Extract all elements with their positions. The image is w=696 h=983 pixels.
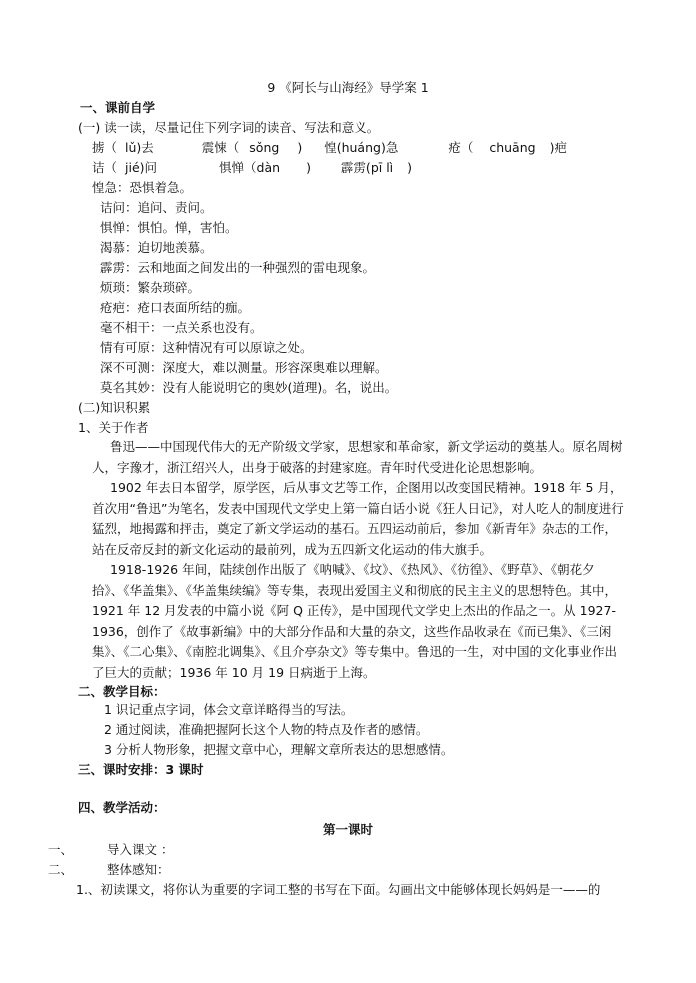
subsection-read: (一) 读一读，尽量记住下列字词的读音、写法和意义。 bbox=[78, 120, 380, 135]
vocab-word: 惧惮（ bbox=[219, 160, 257, 175]
vocab-word: 掳（ bbox=[92, 140, 118, 155]
vocab-pinyin: dàn bbox=[256, 160, 281, 175]
definition-item: 烦琐：繁杂琐碎。 bbox=[100, 280, 201, 295]
about-author-heading: 1、关于作者 bbox=[78, 420, 149, 435]
pinyin-row-2 bbox=[92, 160, 412, 176]
definition-item: 惶急：恐惧着急。 bbox=[92, 180, 193, 195]
lesson-title: 第一课时 bbox=[322, 822, 373, 837]
goal-item: 3 分析人物形象，把握文章中心，理解文章所表达的思想感情。 bbox=[104, 742, 454, 757]
vocab-pinyin: pī lì bbox=[370, 160, 394, 175]
vocab-pinyin: jié bbox=[125, 160, 140, 175]
vocab-tail: )疤 bbox=[549, 140, 567, 155]
section-heading-goals: 二、教学目标： bbox=[78, 684, 166, 699]
vocab-word: 疮（ bbox=[448, 140, 474, 155]
definition-item: 霹雳：云和地面之间发出的一种强烈的雷电现象。 bbox=[100, 260, 376, 275]
step-text: 整体感知： bbox=[107, 862, 170, 877]
vocab-pinyin: sǒng bbox=[249, 140, 280, 155]
vocab-tail: ) bbox=[407, 160, 413, 175]
step-number: 一、 bbox=[48, 842, 74, 857]
section-heading-activities: 四、教学活动： bbox=[78, 800, 166, 815]
step-text: 导入课文 ： bbox=[107, 842, 174, 857]
task-item: 1.、初读课文，将你认为重要的字词工整的书写在下面。勾画出文中能够体现长妈妈是一——的 bbox=[76, 882, 601, 897]
definition-item: 疮疤：疮口表面所结的痂。 bbox=[100, 300, 251, 315]
section-heading-schedule: 三、课时安排：3 课时 bbox=[78, 762, 204, 777]
vocab-word: 震悚（ bbox=[201, 140, 240, 155]
pinyin-row-1 bbox=[92, 140, 567, 156]
goal-item: 2 通过阅读，准确把握阿长这个人物的特点及作者的感情。 bbox=[104, 722, 429, 737]
bio-paragraph-2: 1902 年去日本留学，原学医，后从事文艺等工作，企图用以改变国民精神。1918 年 5 月，首次用“鲁迅”为笔名，发表中国现代文学史上第一篇白话小说《狂人日记》，对人吃人的制度进行猛烈，地揭露和抨击，奠定了新文学运动的基石。五四运动前后，参加《新青年》杂志的工作，站在反帝反封的新文化运动的最前列，成为五四新文化运动的伟大旗手。 bbox=[92, 480, 624, 557]
vocab-pinyin: lǔ bbox=[125, 140, 137, 155]
definition-item: 渴慕：迫切地羡慕。 bbox=[100, 240, 213, 255]
step-number: 二、 bbox=[48, 862, 74, 877]
definition-item: 惧惮：惧怕。惮，害怕。 bbox=[100, 220, 238, 235]
page-title: 9 《阿长与山海经》导学案 1 bbox=[267, 80, 429, 95]
section-heading-pre-study: 一、课前自学 bbox=[80, 100, 156, 115]
bio-paragraph-1: 鲁迅——中国现代伟大的无产阶级文学家，思想家和革命家，新文学运动的奠基人。原名周树人，字豫才，浙江绍兴人，出身于破落的封建家庭。青年时代受进化论思想影响。 bbox=[92, 439, 623, 475]
goal-item: 1 识记重点字词，体会文章详略得当的写法。 bbox=[104, 702, 354, 717]
vocab-word: 诘（ bbox=[92, 160, 118, 175]
vocab-word: 惶( bbox=[324, 140, 342, 155]
definition-item: 莫名其妙：没有人能说明它的奥妙(道理)。名，说出。 bbox=[100, 380, 398, 395]
definition-item: 诘问：追问、责问。 bbox=[100, 200, 213, 215]
vocab-word: 霹雳( bbox=[340, 160, 371, 175]
vocab-tail: ) bbox=[297, 140, 303, 155]
author-bio bbox=[92, 437, 624, 683]
vocab-tail: )问 bbox=[139, 160, 158, 175]
vocab-tail: )去 bbox=[136, 140, 154, 155]
vocab-pinyin: huáng bbox=[341, 140, 381, 155]
definition-item: 毫不相干：一点关系也没有。 bbox=[100, 320, 263, 335]
definition-item: 情有可原：这种情况有可以原谅之处。 bbox=[100, 340, 313, 355]
definition-item: 深不可测：深度大，难以测量。形容深奥难以理解。 bbox=[100, 360, 388, 375]
vocab-tail: )急 bbox=[380, 140, 399, 155]
bio-paragraph-3: 1918-1926 年间，陆续创作出版了《呐喊》、《坟》、《热风》、《彷徨》、《野草》、《朝花夕拾》、《华盖集》、《华盖集续编》等专集，表现出爱国主义和彻底的民主主义的思想特色。其中，1921 年 12 月发表的中篇小说《阿 Q 正传》，是中国现代文学史上杰出的作品之一。从 1927-1936，创作了《故事新编》中的大部分作品和大量的杂文，这些作品收录在《而已集》、《三闲集》、《二心集》、《南腔北调集》、《且介亭杂文》等专集中。鲁迅的一生，对中国的文化事业作出了巨大的贡献；1936 年 10 月 19 日病逝于上海。 bbox=[92, 562, 618, 680]
vocab-tail: ) bbox=[306, 160, 311, 175]
vocab-pinyin: chuāng bbox=[489, 140, 536, 155]
subsection-knowledge: (二)知识积累 bbox=[78, 400, 151, 415]
